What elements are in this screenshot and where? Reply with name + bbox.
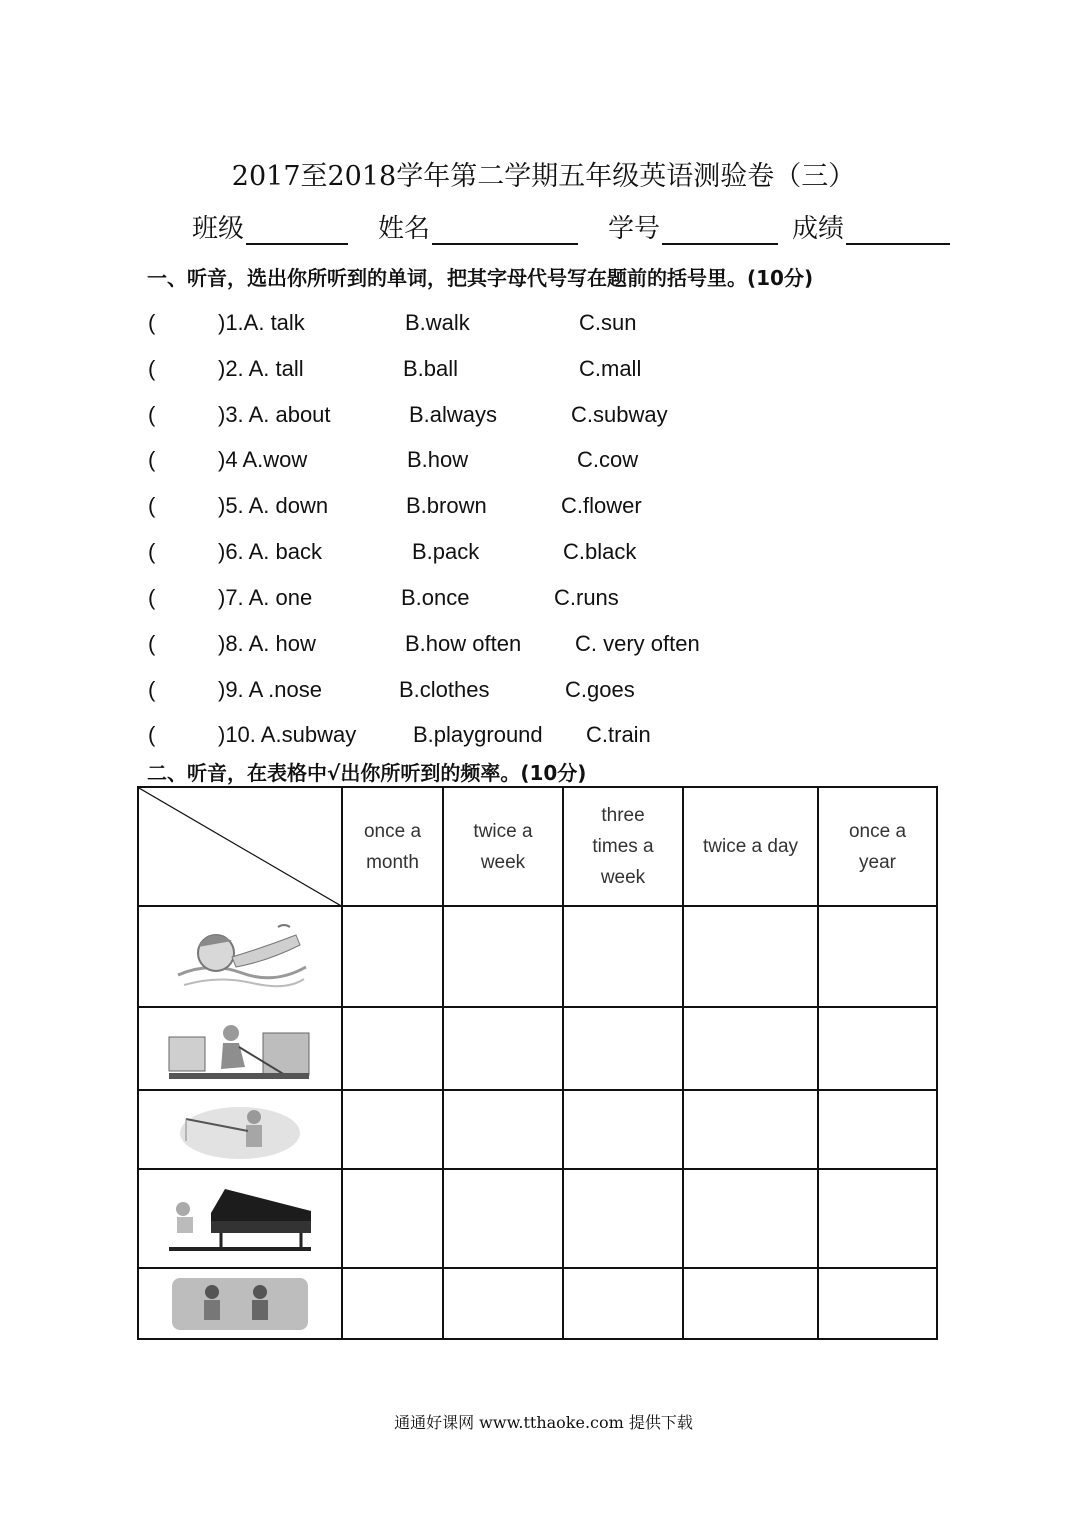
name-field[interactable]	[378, 208, 578, 245]
question-number-option-a: )8. A. how	[218, 631, 316, 656]
option-b: B.clothes	[399, 677, 490, 702]
answer-cell[interactable]	[563, 1169, 683, 1268]
answer-paren[interactable]: (	[148, 310, 156, 335]
column-header: three times a week	[563, 787, 683, 906]
answer-cell[interactable]	[818, 1007, 937, 1090]
answer-cell[interactable]	[443, 1007, 563, 1090]
option-b: B.pack	[412, 539, 480, 564]
section2-heading: 二、听音，在表格中√出你所听到的频率。(10分)	[147, 761, 587, 785]
option-c: C.sun	[579, 310, 637, 335]
question-number-option-a: )1.A. talk	[218, 310, 305, 335]
walking-icon	[172, 1278, 308, 1330]
option-b: B.once	[401, 585, 470, 610]
answer-cell[interactable]	[342, 1169, 443, 1268]
option-c: C.runs	[554, 585, 619, 610]
column-header: twice a day	[683, 787, 818, 906]
answer-cell[interactable]	[443, 906, 563, 1007]
option-c: C.train	[586, 722, 651, 747]
score-field[interactable]	[792, 208, 950, 245]
answer-cell[interactable]	[818, 906, 937, 1007]
answer-cell[interactable]	[443, 1169, 563, 1268]
page-title: 2017至2018学年第二学期五年级英语测验卷（三）	[231, 161, 856, 192]
answer-cell[interactable]	[683, 1090, 818, 1169]
option-c: C. very often	[575, 631, 700, 656]
option-c: C.flower	[561, 493, 642, 518]
answer-cell[interactable]	[818, 1268, 937, 1339]
student-number-label: 学号	[608, 214, 661, 244]
picture-cell	[138, 1268, 342, 1339]
answer-cell[interactable]	[342, 1007, 443, 1090]
option-b: B.always	[409, 402, 498, 427]
student-number-field[interactable]	[608, 208, 778, 245]
answer-cell[interactable]	[563, 1007, 683, 1090]
option-b: B.ball	[403, 356, 459, 381]
option-c: C.subway	[571, 402, 668, 427]
answer-cell[interactable]	[683, 1268, 818, 1339]
picture-cell	[138, 1090, 342, 1169]
section1-heading: 一、听音，选出你所听到的单词，把其字母代号写在题前的括号里。(10分)	[147, 266, 814, 290]
column-header: once a month	[342, 787, 443, 906]
student-info-fields	[192, 208, 950, 245]
frequency-table	[137, 786, 938, 1340]
option-b: B.walk	[405, 310, 470, 335]
answer-paren[interactable]: (	[148, 493, 156, 518]
answer-cell[interactable]	[563, 1268, 683, 1339]
option-b: B.playground	[413, 722, 543, 747]
cleaning-icon	[165, 1017, 315, 1081]
diagonal-corner-cell	[138, 787, 342, 906]
answer-paren[interactable]: (	[148, 356, 156, 381]
column-header: twice a week	[443, 787, 563, 906]
table-row	[138, 1169, 937, 1268]
option-c: C.black	[563, 539, 637, 564]
picture-cell	[138, 1169, 342, 1268]
answer-cell[interactable]	[818, 1090, 937, 1169]
score-label: 成绩	[792, 214, 845, 244]
table-row	[138, 1268, 937, 1339]
question-number-option-a: )6. A. back	[218, 539, 322, 564]
answer-cell[interactable]	[342, 1090, 443, 1169]
answer-cell[interactable]	[683, 1007, 818, 1090]
footer-source: 通通好课网 www.tthaoke.com 提供下载	[394, 1413, 693, 1432]
question-number-option-a: )9. A .nose	[218, 677, 322, 702]
answer-cell[interactable]	[818, 1169, 937, 1268]
answer-cell[interactable]	[443, 1090, 563, 1169]
question-number-option-a: )2. A. tall	[218, 356, 304, 381]
class-blank[interactable]	[246, 219, 348, 245]
answer-cell[interactable]	[683, 906, 818, 1007]
answer-paren[interactable]: (	[148, 722, 156, 747]
answer-paren[interactable]: (	[148, 677, 156, 702]
answer-cell[interactable]	[342, 1268, 443, 1339]
option-c: C.cow	[577, 447, 639, 472]
answer-cell[interactable]	[563, 906, 683, 1007]
table-row	[138, 1090, 937, 1169]
answer-cell[interactable]	[443, 1268, 563, 1339]
answer-cell[interactable]	[342, 906, 443, 1007]
question-number-option-a: )4 A.wow	[218, 447, 308, 472]
name-label: 姓名	[378, 214, 431, 244]
option-b: B.brown	[406, 493, 487, 518]
class-field[interactable]	[192, 208, 348, 245]
header-row	[138, 787, 937, 906]
table-row	[138, 906, 937, 1007]
question-number-option-a: )10. A.subway	[218, 722, 357, 747]
answer-paren[interactable]: (	[148, 585, 156, 610]
name-blank[interactable]	[432, 219, 578, 245]
swimming-icon	[170, 917, 310, 997]
picture-cell	[138, 906, 342, 1007]
question-number-option-a: )5. A. down	[218, 493, 329, 518]
answer-paren[interactable]: (	[148, 402, 156, 427]
answer-paren[interactable]: (	[148, 539, 156, 564]
student-number-blank[interactable]	[662, 219, 778, 245]
option-b: B.how	[407, 447, 469, 472]
option-b: B.how often	[405, 631, 522, 656]
question-number-option-a: )3. A. about	[218, 402, 331, 427]
fishing-icon	[178, 1097, 302, 1163]
score-blank[interactable]	[846, 219, 950, 245]
diagonal-line	[139, 788, 343, 907]
answer-cell[interactable]	[563, 1090, 683, 1169]
answer-cell[interactable]	[683, 1169, 818, 1268]
answer-paren[interactable]: (	[148, 631, 156, 656]
option-c: C.goes	[565, 677, 635, 702]
table-row	[138, 1007, 937, 1090]
picture-cell	[138, 1007, 342, 1090]
column-header: once a year	[818, 787, 937, 906]
answer-paren[interactable]: (	[148, 447, 156, 472]
piano-icon	[165, 1183, 315, 1255]
question-number-option-a: )7. A. one	[218, 585, 313, 610]
option-c: C.mall	[579, 356, 642, 381]
class-label: 班级	[192, 214, 245, 244]
